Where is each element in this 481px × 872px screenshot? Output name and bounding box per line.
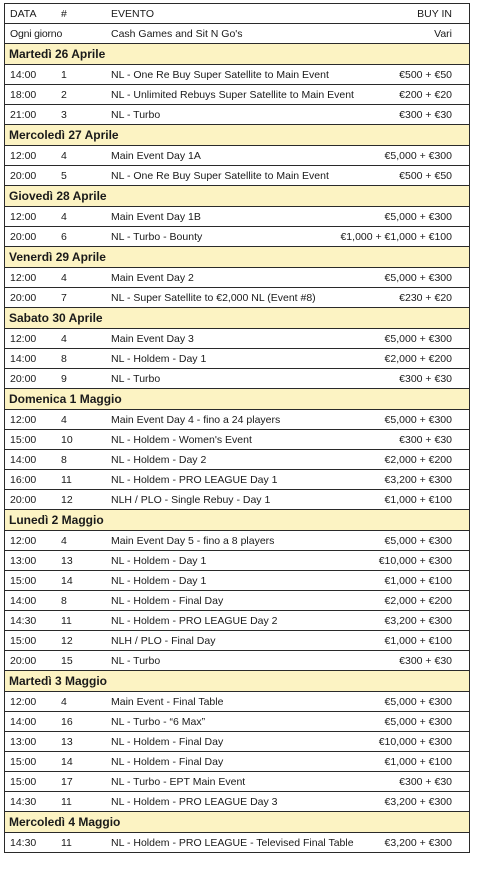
event-buyin: €230 + €20	[399, 292, 452, 304]
event-time: 12:00	[10, 696, 37, 708]
table-header	[5, 4, 469, 24]
event-time: 14:30	[10, 615, 37, 627]
event-name: NL - Turbo - “6 Max”	[111, 716, 206, 728]
event-number: 17	[61, 776, 73, 788]
event-time: 14:30	[10, 796, 37, 808]
day-label: Domenica 1 Maggio	[9, 392, 122, 406]
event-buyin: €1,000 + €100	[384, 635, 452, 647]
event-row	[5, 410, 469, 430]
day-label: Venerdì 29 Aprile	[9, 250, 106, 264]
day-header	[5, 389, 469, 410]
event-number: 8	[61, 595, 67, 607]
event-row	[5, 349, 469, 369]
event-time: 13:00	[10, 555, 37, 567]
event-time: 15:00	[10, 776, 37, 788]
event-row	[5, 430, 469, 450]
event-name: NL - Super Satellite to €2,000 NL (Event #8)	[111, 292, 316, 304]
event-buyin: €300 + €30	[399, 373, 452, 385]
event-row	[5, 712, 469, 732]
event-time: 13:00	[10, 736, 37, 748]
event-time: 15:00	[10, 575, 37, 587]
event-buyin: €5,000 + €300	[384, 696, 452, 708]
event-time: 14:00	[10, 454, 37, 466]
event-row	[5, 470, 469, 490]
day-header	[5, 44, 469, 65]
event-buyin: €200 + €20	[399, 89, 452, 101]
event-number: 3	[61, 109, 67, 121]
event-name: NL - Holdem - Day 1	[111, 575, 207, 587]
event-number: 10	[61, 434, 73, 446]
event-time: 20:00	[10, 170, 37, 182]
event-row	[5, 105, 469, 125]
event-number: 4	[61, 414, 67, 426]
event-row	[5, 369, 469, 389]
event-time: 21:00	[10, 109, 37, 121]
event-name: NL - One Re Buy Super Satellite to Main Event	[111, 69, 329, 81]
event-row	[5, 772, 469, 792]
event-time: 20:00	[10, 292, 37, 304]
day-sections	[5, 44, 469, 853]
event-number: 13	[61, 736, 73, 748]
event-name: NL - Holdem - PRO LEAGUE Day 2	[111, 615, 278, 627]
day-label: Mercoledì 4 Maggio	[9, 815, 121, 829]
day-header	[5, 125, 469, 146]
event-time: 14:30	[10, 837, 37, 849]
event-name: NL - Turbo	[111, 655, 161, 667]
event-name: NL - Holdem - Day 1	[111, 555, 207, 567]
event-name: Main Event Day 5 - fino a 8 players	[111, 535, 275, 547]
event-number: 4	[61, 272, 67, 284]
event-buyin: €5,000 + €300	[384, 414, 452, 426]
event-buyin: €5,000 + €300	[384, 535, 452, 547]
event-row	[5, 631, 469, 651]
event-number: 8	[61, 353, 67, 365]
event-time: 14:00	[10, 69, 37, 81]
event-number: 14	[61, 756, 73, 768]
daily-buyin: Vari	[434, 28, 452, 40]
event-number: 4	[61, 333, 67, 345]
event-row	[5, 85, 469, 105]
event-time: 20:00	[10, 373, 37, 385]
day-header	[5, 308, 469, 329]
event-number: 11	[61, 615, 72, 627]
day-header	[5, 510, 469, 531]
day-label: Martedì 26 Aprile	[9, 47, 106, 61]
event-buyin: €500 + €50	[399, 69, 452, 81]
event-buyin: €300 + €30	[399, 655, 452, 667]
event-time: 16:00	[10, 474, 37, 486]
event-row	[5, 732, 469, 752]
event-buyin: €10,000 + €300	[378, 555, 452, 567]
event-number: 11	[61, 474, 72, 486]
event-name: NL - Holdem - Final Day	[111, 736, 224, 748]
event-time: 14:00	[10, 595, 37, 607]
event-row	[5, 692, 469, 712]
event-number: 11	[61, 837, 72, 849]
event-time: 20:00	[10, 231, 37, 243]
event-row	[5, 268, 469, 288]
event-row	[5, 833, 469, 853]
event-buyin: €3,200 + €300	[384, 796, 452, 808]
event-time: 12:00	[10, 414, 37, 426]
event-buyin: €5,000 + €300	[384, 716, 452, 728]
event-number: 7	[61, 292, 67, 304]
event-time: 12:00	[10, 333, 37, 345]
event-name: Main Event - Final Table	[111, 696, 224, 708]
event-buyin: €5,000 + €300	[384, 272, 452, 284]
event-buyin: €5,000 + €300	[384, 333, 452, 345]
day-label: Sabato 30 Aprile	[9, 311, 103, 325]
event-time: 15:00	[10, 434, 37, 446]
event-buyin: €300 + €30	[399, 776, 452, 788]
event-buyin: €5,000 + €300	[384, 211, 452, 223]
event-number: 1	[61, 69, 67, 81]
event-row	[5, 490, 469, 510]
daily-time: Ogni giorno	[10, 28, 63, 40]
event-name: Main Event Day 4 - fino a 24 players	[111, 414, 281, 426]
event-time: 15:00	[10, 635, 37, 647]
day-header	[5, 247, 469, 268]
event-name: NL - Holdem - Final Day	[111, 595, 224, 607]
event-buyin: €300 + €30	[399, 434, 452, 446]
event-name: Main Event Day 1A	[111, 150, 201, 162]
event-name: NLH / PLO - Final Day	[111, 635, 216, 647]
event-name: Main Event Day 1B	[111, 211, 201, 223]
event-name: Main Event Day 3	[111, 333, 194, 345]
event-time: 20:00	[10, 494, 37, 506]
event-name: NLH / PLO - Single Rebuy - Day 1	[111, 494, 271, 506]
event-number: 5	[61, 170, 67, 182]
event-name: NL - Turbo - Bounty	[111, 231, 203, 243]
event-time: 12:00	[10, 272, 37, 284]
event-time: 12:00	[10, 150, 37, 162]
event-number: 15	[61, 655, 73, 667]
event-row	[5, 591, 469, 611]
event-number: 13	[61, 555, 73, 567]
event-name: NL - Unlimited Rebuys Super Satellite to Main Event	[111, 89, 354, 101]
event-number: 9	[61, 373, 67, 385]
event-row	[5, 531, 469, 551]
event-name: NL - Holdem - Women's Event	[111, 434, 252, 446]
event-buyin: €3,200 + €300	[384, 615, 452, 627]
event-name: NL - Holdem - Day 1	[111, 353, 207, 365]
event-number: 2	[61, 89, 67, 101]
event-number: 8	[61, 454, 67, 466]
event-buyin: €5,000 + €300	[384, 150, 452, 162]
event-buyin: €500 + €50	[399, 170, 452, 182]
event-number: 4	[61, 535, 67, 547]
event-row	[5, 146, 469, 166]
event-time: 20:00	[10, 655, 37, 667]
day-header	[5, 186, 469, 207]
event-name: NL - Turbo	[111, 373, 161, 385]
header-event: EVENTO	[111, 8, 154, 20]
day-header	[5, 671, 469, 692]
event-buyin: €2,000 + €200	[384, 595, 452, 607]
event-row	[5, 207, 469, 227]
event-buyin: €1,000 + €1,000 + €100	[340, 231, 452, 243]
event-name: NL - One Re Buy Super Satellite to Main Event	[111, 170, 329, 182]
event-name: NL - Turbo	[111, 109, 161, 121]
event-row	[5, 611, 469, 631]
event-row	[5, 329, 469, 349]
event-row	[5, 551, 469, 571]
event-row	[5, 651, 469, 671]
event-name: NL - Holdem - Day 2	[111, 454, 207, 466]
event-time: 12:00	[10, 211, 37, 223]
event-number: 16	[61, 716, 73, 728]
event-time: 15:00	[10, 756, 37, 768]
day-header	[5, 812, 469, 833]
event-row	[5, 227, 469, 247]
event-name: NL - Holdem - PRO LEAGUE Day 1	[111, 474, 278, 486]
event-name: NL - Turbo - EPT Main Event	[111, 776, 246, 788]
event-row	[5, 450, 469, 470]
event-row	[5, 792, 469, 812]
day-label: Lunedì 2 Maggio	[9, 513, 104, 527]
event-buyin: €1,000 + €100	[384, 756, 452, 768]
event-time: 14:00	[10, 353, 37, 365]
event-time: 12:00	[10, 535, 37, 547]
event-buyin: €10,000 + €300	[378, 736, 452, 748]
event-buyin: €3,200 + €300	[384, 837, 452, 849]
event-number: 4	[61, 150, 67, 162]
event-number: 4	[61, 696, 67, 708]
event-number: 6	[61, 231, 67, 243]
event-row	[5, 65, 469, 85]
event-number: 4	[61, 211, 67, 223]
event-number: 11	[61, 796, 72, 808]
event-number: 14	[61, 575, 73, 587]
event-number: 12	[61, 494, 73, 506]
day-label: Mercoledì 27 Aprile	[9, 128, 119, 142]
header-date: DATA	[10, 8, 37, 20]
event-name: NL - Holdem - PRO LEAGUE Day 3	[111, 796, 278, 808]
header-buyin: BUY IN	[417, 8, 452, 20]
event-buyin: €1,000 + €100	[384, 575, 452, 587]
event-buyin: €300 + €30	[399, 109, 452, 121]
daily-event: Cash Games and Sit N Go's	[111, 28, 243, 40]
event-name: NL - Holdem - PRO LEAGUE - Televised Final Table	[111, 837, 354, 849]
daily-row	[5, 24, 469, 44]
day-label: Martedì 3 Maggio	[9, 674, 108, 688]
event-row	[5, 571, 469, 591]
event-time: 18:00	[10, 89, 37, 101]
event-number: 12	[61, 635, 73, 647]
event-row	[5, 288, 469, 308]
event-row	[5, 752, 469, 772]
event-buyin: €1,000 + €100	[384, 494, 452, 506]
schedule-table	[4, 3, 470, 853]
event-time: 14:00	[10, 716, 37, 728]
header-number: #	[61, 8, 67, 20]
event-buyin: €3,200 + €300	[384, 474, 452, 486]
event-buyin: €2,000 + €200	[384, 353, 452, 365]
event-row	[5, 166, 469, 186]
event-name: Main Event Day 2	[111, 272, 194, 284]
event-buyin: €2,000 + €200	[384, 454, 452, 466]
day-label: Giovedì 28 Aprile	[9, 189, 107, 203]
event-name: NL - Holdem - Final Day	[111, 756, 224, 768]
